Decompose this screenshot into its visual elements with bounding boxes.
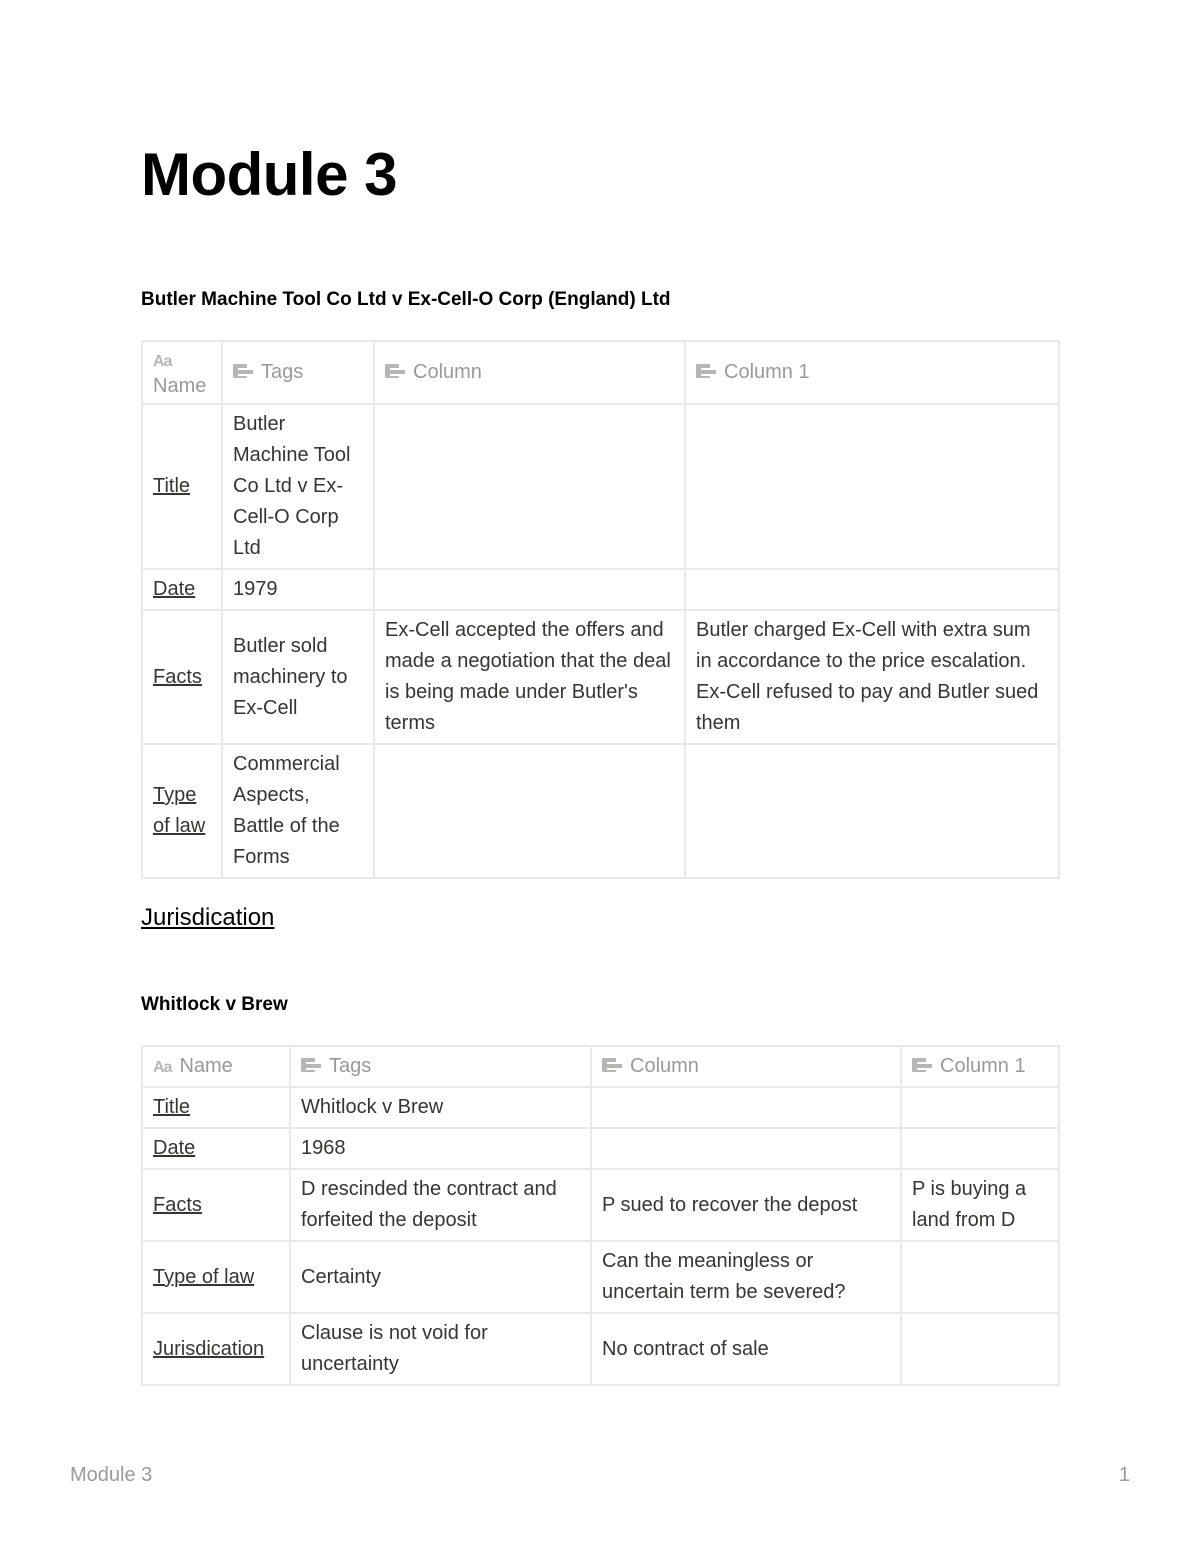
column-header-tags[interactable] — [222, 341, 374, 404]
column-header-name[interactable] — [142, 1046, 290, 1087]
case-table-butler — [141, 340, 1060, 879]
column-1-cell: Butler charged Ex-Cell with extra sum in accordance to the price escalation. Ex-Cell refused to pay and Butler sued them — [685, 610, 1059, 744]
column-label: Tags — [261, 361, 304, 383]
column-1-cell — [685, 404, 1059, 569]
column-1-cell — [901, 1313, 1059, 1385]
multi-select-property-icon — [385, 363, 405, 380]
column-cell: Ex-Cell accepted the offers and made a negotiation that the deal is being made under Butler's terms — [374, 610, 685, 744]
row-name-link[interactable]: Facts — [142, 1169, 290, 1241]
footer-page-title: Module 3 — [70, 1464, 153, 1486]
text-property-icon: Aa — [153, 1059, 172, 1076]
table-row — [142, 404, 1059, 569]
column-label: Column 1 — [940, 1055, 1026, 1077]
tags-cell: Certainty — [290, 1241, 591, 1313]
column-header-name[interactable] — [142, 341, 222, 404]
table-row — [142, 744, 1059, 878]
column-cell: Can the meaningless or uncertain term be severed? — [591, 1241, 901, 1313]
column-label: Name — [153, 374, 207, 397]
column-cell: P sued to recover the depost — [591, 1169, 901, 1241]
tags-cell: Butler Machine Tool Co Ltd v Ex-Cell-O Corp Ltd — [222, 404, 374, 569]
column-1-cell — [901, 1128, 1059, 1169]
tags-cell: 1968 — [290, 1128, 591, 1169]
table-row — [142, 610, 1059, 744]
table-row — [142, 1241, 1059, 1313]
table-header-row — [142, 1046, 1059, 1087]
column-1-cell — [901, 1087, 1059, 1128]
row-name-link[interactable]: Type of law — [142, 1241, 290, 1313]
footer-page-number: 1 — [1118, 1464, 1130, 1486]
column-header-tags[interactable] — [290, 1046, 591, 1087]
column-cell — [374, 744, 685, 878]
column-cell: No contract of sale — [591, 1313, 901, 1385]
table-row — [142, 569, 1059, 610]
case-table-whitlock — [141, 1045, 1060, 1386]
column-label: Name — [179, 1055, 233, 1077]
column-label: Column — [630, 1055, 699, 1077]
tags-cell: 1979 — [222, 569, 374, 610]
column-cell — [591, 1087, 901, 1128]
tags-cell: D rescinded the contract and forfeited the deposit — [290, 1169, 591, 1241]
section-heading: Jurisdication — [141, 904, 275, 931]
page-title: Module 3 — [141, 141, 398, 208]
column-header-column-1[interactable] — [901, 1046, 1059, 1087]
case-heading: Butler Machine Tool Co Ltd v Ex-Cell-O Corp (England) Ltd — [141, 289, 671, 310]
table-row — [142, 1128, 1059, 1169]
column-header-column[interactable] — [591, 1046, 901, 1087]
column-1-cell — [901, 1241, 1059, 1313]
tags-cell: Butler sold machinery to Ex-Cell — [222, 610, 374, 744]
multi-select-property-icon — [912, 1057, 932, 1074]
table-row — [142, 1313, 1059, 1385]
row-name-link[interactable]: Title — [142, 404, 222, 569]
column-1-cell — [685, 744, 1059, 878]
column-1-cell — [685, 569, 1059, 610]
column-cell — [591, 1128, 901, 1169]
table-header-row — [142, 341, 1059, 404]
multi-select-property-icon — [696, 363, 716, 380]
tags-cell: Whitlock v Brew — [290, 1087, 591, 1128]
multi-select-property-icon — [233, 363, 253, 380]
column-1-cell: P is buying a land from D — [901, 1169, 1059, 1241]
row-name-link[interactable]: Title — [142, 1087, 290, 1128]
column-header-column[interactable] — [374, 341, 685, 404]
row-name-link[interactable]: Date — [142, 569, 222, 610]
text-property-icon: Aa — [153, 352, 172, 370]
tags-cell: Commercial Aspects, Battle of the Forms — [222, 744, 374, 878]
column-label: Tags — [329, 1055, 372, 1077]
column-cell — [374, 569, 685, 610]
table-row — [142, 1169, 1059, 1241]
row-name-link[interactable]: Date — [142, 1128, 290, 1169]
column-header-column-1[interactable] — [685, 341, 1059, 404]
row-name-link[interactable]: Facts — [142, 610, 222, 744]
tags-cell: Clause is not void for uncertainty — [290, 1313, 591, 1385]
multi-select-property-icon — [602, 1057, 622, 1074]
row-name-link[interactable]: Jurisdication — [142, 1313, 290, 1385]
case-heading: Whitlock v Brew — [141, 994, 288, 1015]
column-label: Column 1 — [724, 361, 810, 383]
row-name-link[interactable]: Type of law — [142, 744, 222, 878]
table-row — [142, 1087, 1059, 1128]
column-cell — [374, 404, 685, 569]
multi-select-property-icon — [301, 1057, 321, 1074]
column-label: Column — [413, 361, 482, 383]
